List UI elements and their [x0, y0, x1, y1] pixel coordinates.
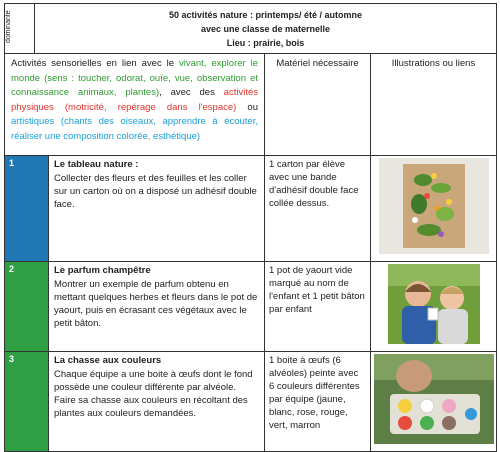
dominante-header-cell — [5, 4, 35, 54]
activities-table — [4, 3, 497, 452]
activity-text-2: Montrer un exemple de parfum obtenu en mettant quelques herbes et fleurs dans le pot de yaourt, puis en écrasant ces végétaux avec le petit bâton. — [54, 279, 258, 329]
activity-row-3 — [5, 352, 497, 452]
dominante-label: dominante — [5, 10, 12, 44]
title-line-2: avec une classe de maternelle — [200, 24, 331, 34]
intro-part-artistiques: artistiques (chants des oiseaux, apprendre à écouter, réaliser une composition colorée, esthétique) — [11, 116, 258, 142]
activity-illustration-2 — [371, 262, 497, 352]
activity-description-2 — [49, 262, 265, 352]
activity-description-1 — [49, 156, 265, 262]
intro-part-3: , avec des — [159, 87, 224, 98]
intro-part-physiques: activités physiques (motricité, repérage dans l'espace) — [11, 87, 258, 113]
illustrations-column-header: Illustrations ou liens — [371, 54, 497, 156]
activity-title-2: Le parfum champêtre — [54, 265, 151, 276]
activity-number-1: 1 — [5, 156, 49, 262]
title-line-1: 50 activités nature : printemps/ été / automne — [168, 10, 363, 20]
activity-row-2 — [5, 262, 497, 352]
activity-illustration-3 — [371, 352, 497, 452]
activity-number-3: 3 — [5, 352, 49, 452]
egg-box-colors-photo — [374, 354, 494, 444]
activity-material-1: 1 carton par élève avec une bande d'adhésif double face collée dessus. — [265, 156, 371, 262]
activity-illustration-1 — [371, 156, 497, 262]
intro-part-5: ou — [236, 101, 258, 113]
intro-text — [5, 54, 265, 156]
activity-text-3: Chaque équipe a une boite à œufs dont le fond possède une couleur différente par alvéole. Faire sa chasse aux couleurs en récoltant des plantes aux couleurs demandées. — [54, 369, 253, 419]
nature-board-photo — [379, 158, 489, 254]
activity-text-1: Collecter des fleurs et des feuilles et les coller sur un carton où on a disposé un adhésif double face. — [54, 173, 257, 210]
activity-title-3: La chasse aux couleurs — [54, 355, 162, 366]
intro-part-vivant: vivant, explorer le monde (sens : toucher, odorat, ouïe, vue, observation et connaissance animaux, plantes) — [11, 58, 259, 98]
activity-row-1 — [5, 156, 497, 262]
material-column-header: Matériel nécessaire — [265, 54, 371, 156]
activity-material-2: 1 pot de yaourt vide marqué au nom de l'enfant et 1 petit bâton par enfant — [265, 262, 371, 352]
title-line-3: Lieu : prairie, bois — [226, 38, 305, 48]
activity-title-1: Le tableau nature : — [54, 159, 139, 170]
activity-number-2: 2 — [5, 262, 49, 352]
activity-description-3 — [49, 352, 265, 452]
document-title — [35, 4, 497, 54]
activity-material-3: 1 boite à œufs (6 alvéoles) peinte avec 6 couleurs différentes par équipe (jaune, blanc, rose, rouge, vert, marron — [265, 352, 371, 452]
intro-part-1: Activités sensorielles en lien avec le — [11, 58, 179, 69]
children-yogurt-photo — [388, 264, 480, 344]
